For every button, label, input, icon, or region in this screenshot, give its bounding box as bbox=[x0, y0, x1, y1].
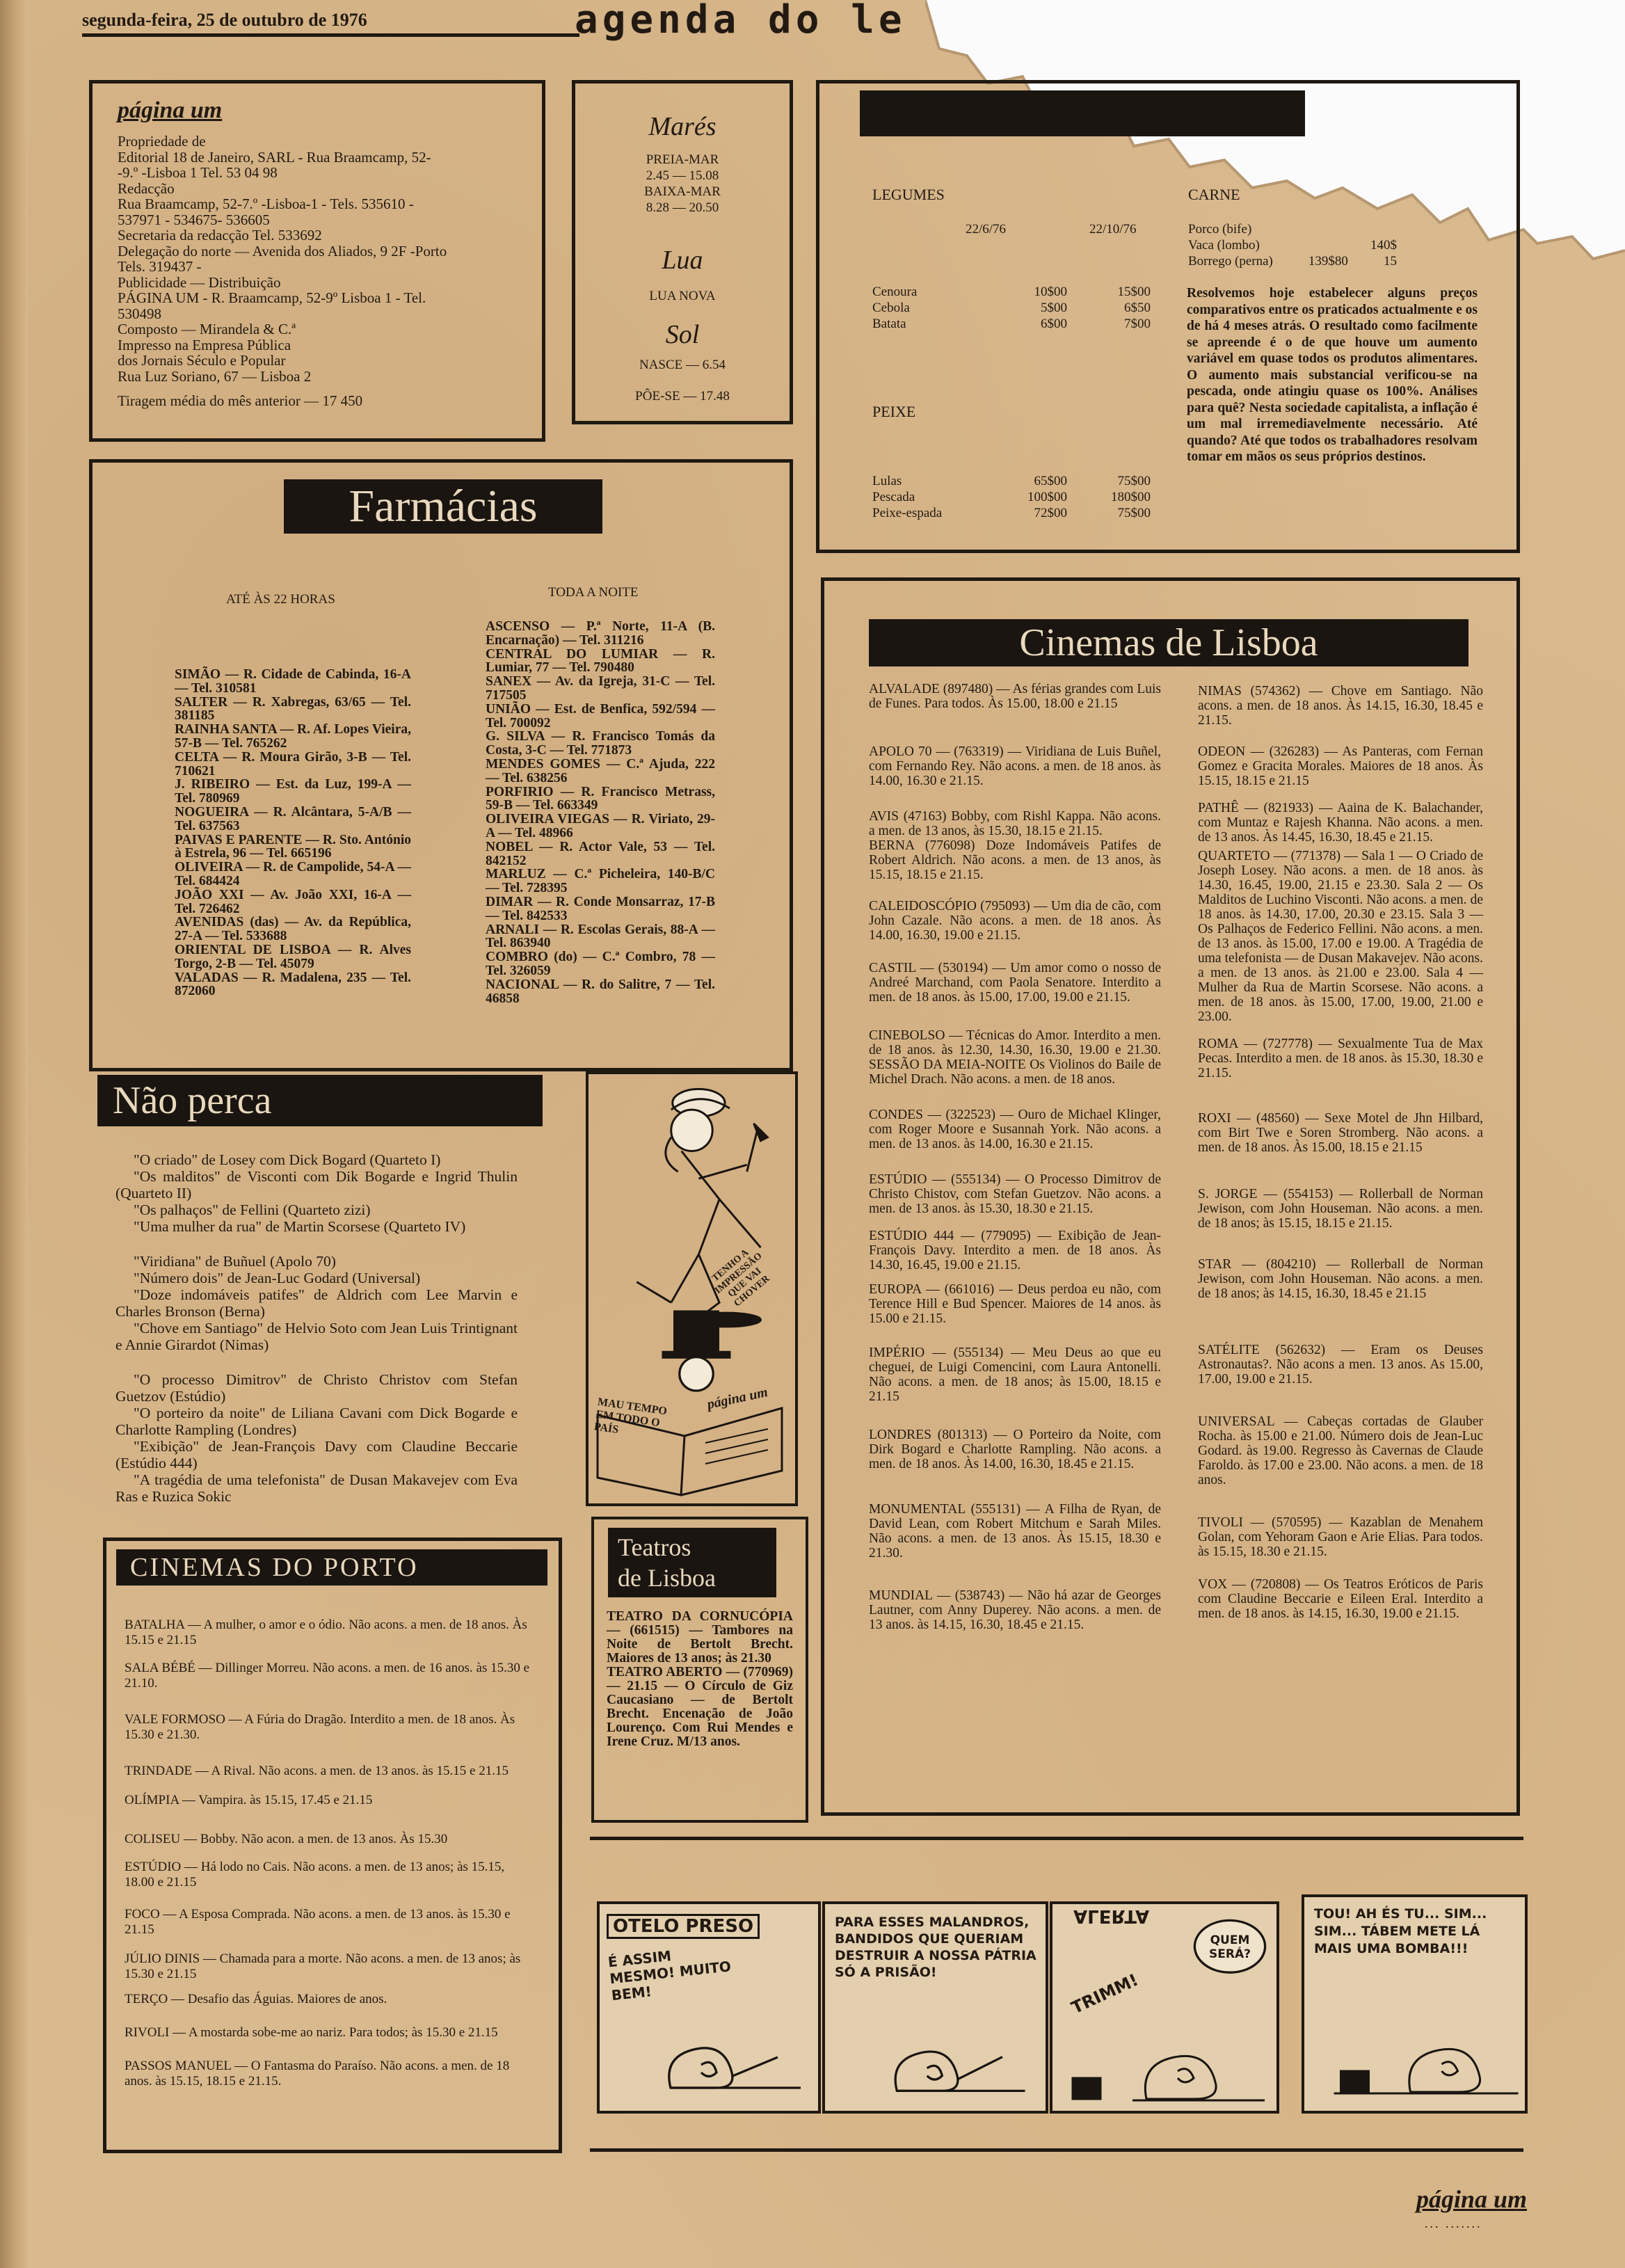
list-item: AVENIDAS (das) — Av. da República, 27-A — Tel. 533688 bbox=[175, 915, 411, 944]
farmacias-col1 bbox=[175, 668, 411, 998]
item: Borrego (perna) bbox=[1188, 254, 1273, 269]
mares-box bbox=[572, 80, 793, 424]
carne-label: CARNE bbox=[1188, 186, 1240, 203]
list-item: UNIVERSAL — Cabeças cortadas de Glauber Rocha. às 15.00 e 21.00. Número dois de Jean-Luc Godard. às 19.00. Regresso às Cavernas de Claude Faroldo. às 17.00 e 23.00. Não acons. a men. de 18 anos. bbox=[1198, 1414, 1483, 1487]
masthead-line: Rua Luz Soriano, 67 — Lisboa 2 bbox=[118, 367, 312, 385]
masthead-line: 530498 bbox=[118, 305, 161, 322]
strip-rule-bottom bbox=[590, 2148, 1523, 2152]
baixa-times: 8.28 — 20.50 bbox=[646, 200, 719, 215]
price: 75$00 bbox=[1117, 474, 1151, 488]
list-item: MUNDIAL — (538743) — Não há azar de Georges Lautner, com Anny Duperey. Não acons. a men. de 13 anos. às 14.15, 16.30, 18.45 e 21.15. bbox=[869, 1588, 1161, 1632]
precos-text: Resolvemos hoje estabelecer alguns preços comparativos entre os praticados actualmente e os de há 4 meses atrás. O resultado como facilmente se apreende é o de que houve um aumento variável em quase todos os produtos alimentares. O aumento mais substancial verificou-se na pescada, onde atingiu quase os 100%. Análises para quê? Nesta sociedade capitalista, a inflação é um mal irremediavelmente necessário. Até quando? Até que todos os trabalhadores resolvam tomar em mãos os seus próprios destinos. bbox=[1187, 286, 1478, 464]
item: Cebola bbox=[872, 301, 910, 315]
cinemas-lisboa-col1 bbox=[869, 682, 1161, 1646]
masthead-line: Propriedade de bbox=[118, 133, 206, 150]
list-item: MARLUZ — C.ª Picheleira, 140-B/C — Tel. 728395 bbox=[486, 867, 715, 896]
list-item: "Viridiana" de Buñuel (Apolo 70) bbox=[134, 1253, 336, 1270]
list-item: "A tragédia de uma telefonista" de Dusan Makavejev com Eva Ras e Ruzica Sokic bbox=[115, 1471, 518, 1505]
list-item: ALVALADE (897480) — As férias grandes com Luis de Funes. Para todos. Às 15.00, 18.00 e 21.15 bbox=[869, 682, 1161, 711]
list-item: CENTRAL DO LUMIAR — R. Lumiar, 77 — Tel. 790480 bbox=[486, 646, 715, 676]
baixa-label: BAIXA-MAR bbox=[644, 184, 721, 199]
cinemas-porto-title: CINEMAS DO PORTO bbox=[116, 1549, 547, 1586]
list-item: PASSOS MANUEL — O Fantasma do Paraíso. Não acons. a men. de 18 anos. às 15.15, 18.15 e 21.15. bbox=[125, 2059, 510, 2089]
table-row bbox=[872, 284, 1151, 300]
comic-panel-2 bbox=[822, 1901, 1048, 2114]
phone-snail-drawing bbox=[1311, 2002, 1523, 2106]
list-item: UNIÃO — Est. de Benfica, 592/594 — Tel. 700092 bbox=[486, 701, 715, 730]
sol-poe: PÔE-SE — 17.48 bbox=[635, 389, 730, 404]
cartoon-sign: TENHO A IMPRESSÃO QUE VAI CHOVER bbox=[710, 1247, 772, 1309]
price: 140$ bbox=[1370, 238, 1397, 253]
cinemas-lisboa-title: Cinemas de Lisboa bbox=[869, 619, 1468, 666]
list-item: "Chove em Santiago" de Helvio Soto com Jean Luis Trintignant e Annie Girardot (Nimas) bbox=[115, 1320, 518, 1353]
cartoon-paper-logo: página um bbox=[705, 1384, 769, 1412]
strip-rule-top bbox=[590, 1837, 1523, 1840]
farmacias-title: Farmácias bbox=[284, 479, 602, 534]
newspaper-drawing bbox=[594, 1401, 789, 1499]
teatros-list bbox=[607, 1610, 793, 1749]
list-item: ARNALI — R. Escolas Gerais, 88-A — Tel. 863940 bbox=[486, 922, 715, 951]
item: Vaca (lombo) bbox=[1188, 238, 1260, 253]
list-item: COMBRO (do) — C.ª Combro, 78 — Tel. 326059 bbox=[486, 950, 715, 978]
price: 100$00 bbox=[1027, 490, 1067, 504]
list-item: "Os palhaços" de Fellini (Quarteto zizi) bbox=[134, 1201, 371, 1218]
footer-logo: página um bbox=[1416, 2185, 1528, 2213]
item: Cenoura bbox=[872, 285, 918, 299]
list-item: NOBEL — R. Actor Vale, 53 — Tel. 842152 bbox=[486, 839, 715, 868]
comic-panel3-bubble: QUEM SERÁ? bbox=[1209, 1933, 1251, 1961]
table-row bbox=[872, 300, 1151, 316]
peixe-table bbox=[872, 473, 1151, 521]
price: 6$50 bbox=[1124, 301, 1151, 315]
top-hat-figure bbox=[658, 1304, 735, 1401]
list-item: ESTÚDIO — (555134) — O Processo Dimitrov de Christo Chistov, com Stefan Guetzov. Não acons. a men. de 13 anos. às 15.30, 18.30 e 21.15. bbox=[869, 1172, 1161, 1216]
item: Pescada bbox=[872, 490, 915, 504]
comic-panel2-text: PARA ESSES MALANDROS, BANDIDOS QUE QUERIAM DESTRUIR A NOSSA PÁTRIA SÓ A PRISÃO! bbox=[835, 1915, 1036, 1980]
price: 5$00 bbox=[1041, 301, 1067, 315]
lua-title: Lua bbox=[662, 246, 703, 275]
list-item: ORIENTAL DE LISBOA — R. Alves Torgo, 2-B — Tel. 45079 bbox=[175, 942, 411, 971]
list-item: LONDRES (801313) — O Porteiro da Noite, com Dirk Bogard e Charlotte Rampling. Não acons. a men. de 18 anos. Às 14.00, 16.30, 18.45 e 21.15. bbox=[869, 1428, 1161, 1471]
farmacias-col2 bbox=[486, 620, 715, 1005]
price: 75$00 bbox=[1117, 506, 1151, 520]
nao-perca-title: Não perca bbox=[97, 1075, 543, 1126]
peixe-label: PEIXE bbox=[872, 403, 916, 420]
list-item: VALADAS — R. Madalena, 235 — Tel. 872060 bbox=[175, 970, 411, 999]
price: 15$00 bbox=[1117, 285, 1151, 299]
legumes-table bbox=[872, 284, 1151, 332]
price: 10$00 bbox=[1034, 285, 1067, 299]
list-item: PORFIRIO — R. Francisco Metrass, 59-B — Tel. 663349 bbox=[486, 784, 715, 813]
list-item: SALTER — R. Xabregas, 63/65 — Tel. 381185 bbox=[175, 694, 411, 724]
list-item: ODEON — (326283) — As Panteras, com Fernan Gomez e Gracita Morales. Maiores de 18 anos. Às 15.15, 18.15 e 21.15 bbox=[1198, 744, 1483, 788]
table-row bbox=[872, 316, 1151, 332]
snail-drawing bbox=[655, 2009, 808, 2106]
masthead-lines bbox=[118, 134, 517, 384]
list-item: CINEBOLSO — Técnicas do Amor. Interdito a men. de 18 anos. às 12.30, 14.30, 16.30, 19.00 e 21.30. SESSÃO DA MEIA-NOITE Os Violinos do Baile de Michel Drach. Não acons. a men. de 18 anos. bbox=[869, 1028, 1161, 1087]
binding-edge bbox=[0, 0, 28, 2268]
comic-panel-4 bbox=[1302, 1894, 1528, 2114]
list-item: MENDES GOMES — C.ª Ajuda, 222 — Tel. 638256 bbox=[486, 756, 715, 785]
list-item: MONUMENTAL (555131) — A Filha de Ryan, de David Lean, com Robert Mitchum e Sarah Miles. Não acons. a men. de 13 anos. Às 15.15, 18.30 e 21.30. bbox=[869, 1502, 1161, 1560]
list-item: TEATRO DA CORNUCÓPIA — (661515) — Tambores na Noite de Bertolt Brecht. Maiores de 13 anos; às 21.30 bbox=[607, 1609, 793, 1666]
list-item: J. RIBEIRO — Est. da Luz, 199-A — Tel. 780969 bbox=[175, 777, 411, 806]
list-item: SIMÃO — R. Cidade de Cabinda, 16-A — Tel. 310581 bbox=[175, 667, 411, 696]
header-rule bbox=[82, 33, 579, 37]
list-item: "O criado" de Losey com Dick Bogard (Quarteto I) bbox=[134, 1151, 441, 1168]
list-item: DIMAR — R. Conde Monsarraz, 17-B — Tel. 842533 bbox=[486, 894, 715, 923]
table-row bbox=[1188, 237, 1397, 253]
cinemas-lisboa-box bbox=[821, 577, 1520, 1816]
list-item: ASCENSO — P.ª Norte, 11-A (B. Encarnação) — Tel. 311216 bbox=[486, 619, 715, 648]
nao-perca-list bbox=[115, 1151, 518, 1505]
mares-title: Marés bbox=[648, 112, 717, 141]
item: Lulas bbox=[872, 474, 902, 488]
sol-nasce: NASCE — 6.54 bbox=[639, 358, 726, 372]
masthead-line: Composto — Mirandela & C.ª bbox=[118, 321, 296, 337]
list-item: FOCO — A Esposa Comprada. Não acons. a men. de 13 anos. às 15.30 e 21.15 bbox=[125, 1907, 511, 1937]
preia-times: 2.45 — 15.08 bbox=[646, 168, 719, 183]
masthead-line: Delegação do norte — Avenida dos Aliados, 9 2F -Porto bbox=[118, 242, 447, 259]
list-item: CALEIDOSCÓPIO (795093) — Um dia de cão, com John Cazale. Não acons. a men. de 18 anos. Às 14.00, 16.30, 19.00 e 21.15. bbox=[869, 899, 1161, 943]
item: Porco (bife) bbox=[1188, 222, 1252, 237]
farmacias-col1-header: ATÉ ÀS 22 HORAS bbox=[226, 592, 335, 607]
list-item: "O porteiro da noite" de Liliana Cavani com Dick Bogarde e Charlotte Rampling (Londres) bbox=[115, 1405, 518, 1438]
cartoon-paper-headline: MAU TEMPO EM TODO O PAÍS bbox=[593, 1396, 668, 1437]
item: Batata bbox=[872, 317, 906, 331]
list-item: RAINHA SANTA — R. Af. Lopes Vieira, 57-B — Tel. 765262 bbox=[175, 722, 411, 751]
list-item: G. SILVA — R. Francisco Tomás da Costa, 3-C — Tel. 771873 bbox=[486, 729, 715, 758]
price: 7$00 bbox=[1124, 317, 1151, 331]
teatros-title bbox=[608, 1528, 776, 1597]
price: 6$00 bbox=[1041, 317, 1067, 331]
list-item: "Número dois" de Jean-Luc Godard (Universal) bbox=[134, 1270, 421, 1286]
list-item: ESTÚDIO 444 — (779095) — Exibição de Jean-François Davy. Interdito a men. de 18 anos. Às 14.30, 16.45, 19.00 e 21.15. bbox=[869, 1229, 1161, 1272]
list-item: SANEX — Av. da Igreja, 31-C — Tel. 717505 bbox=[486, 674, 715, 703]
table-row bbox=[1188, 221, 1397, 237]
masthead-line: Impresso na Empresa Pública bbox=[118, 336, 291, 353]
list-item: OLIVEIRA VIEGAS — R. Viriato, 29-A — Tel. 48966 bbox=[486, 812, 715, 840]
list-item: BERNA (776098) Doze Indomáveis Patifes de Robert Aldrich. Não acons. a men. de 13 anos, às 15.15, 18.15 e 21.15. bbox=[869, 838, 1161, 882]
precos-box bbox=[816, 80, 1520, 553]
list-item: PAIVAS E PARENTE — R. Sto. António à Estrela, 96 — Tel. 665196 bbox=[175, 832, 411, 861]
list-item: "Os malditos" de Visconti com Dik Bogarde e Ingrid Thulin (Quarteto II) bbox=[115, 1168, 518, 1201]
list-item: "Doze indomáveis patifes" de Aldrich com Lee Marvin e Charles Bronson (Berna) bbox=[115, 1286, 518, 1320]
list-item: CELTA — R. Moura Girão, 3-B — Tel. 710621 bbox=[175, 749, 411, 778]
list-item: EUROPA — (661016) — Deus perdoa eu não, com Terence Hill e Bud Spencer. Maiores de 14 anos. às 15.00 e 21.15. bbox=[869, 1282, 1161, 1326]
comic-panel3-sign: ALERTA bbox=[1073, 1906, 1150, 1926]
item: Peixe-espada bbox=[872, 506, 943, 520]
phone-snail-drawing bbox=[1059, 2009, 1275, 2113]
price: 65$00 bbox=[1034, 474, 1067, 488]
masthead-line: PÁGINA UM - R. Braamcamp, 52-9º Lisboa 1 - Tel. bbox=[118, 289, 426, 306]
masthead-line: Redacção bbox=[118, 179, 175, 197]
masthead-line: Tels. 319437 - bbox=[118, 258, 202, 275]
table-row bbox=[872, 473, 1151, 489]
masthead-line: Secretaria da redacção Tel. 533692 bbox=[118, 227, 322, 243]
list-item: TIVOLI — (570595) — Kazablan de Menahem Golan, com Yehoram Gaon e Arie Elias. Para todos. às 15.15, 18.30 e 21.15. bbox=[1198, 1515, 1483, 1559]
comic-panel1-text: É ASSIM MESMO! MUITO BEM! bbox=[607, 1947, 732, 2004]
list-item: OLÍMPIA — Vampira. às 15.15, 17.45 e 21.15 bbox=[125, 1793, 373, 1807]
price: 180$00 bbox=[1111, 490, 1151, 504]
list-item: "Uma mulher da rua" de Martin Scorsese (Quarteto IV) bbox=[134, 1218, 466, 1235]
list-item: OLIVEIRA — R. de Campolide, 54-A — Tel. 684424 bbox=[175, 860, 411, 888]
list-item: NIMAS (574362) — Chove em Santiago. Não acons. a men. de 18 anos. Às 14.15, 16.30, 18.45 e 21.15. bbox=[1198, 684, 1483, 728]
masthead-line: Rua Braamcamp, 52-7.º -Lisboa-1 - Tels. 535610 - bbox=[118, 195, 414, 212]
masthead-line: -9.º -Lisboa 1 Tel. 53 04 98 bbox=[118, 164, 278, 181]
cinemas-lisboa-col2 bbox=[1198, 684, 1483, 1635]
list-item: ROMA — (727778) — Sexualmente Tua de Max Pecas. Interdito a men. de 18 anos. às 15.30, 18.30 e 21.15. bbox=[1198, 1037, 1483, 1080]
teatros-title-line1: Teatros bbox=[618, 1533, 691, 1561]
list-item: APOLO 70 — (763319) — Viridiana de Luis Buñel, com Fernando Rey. Não acons. a men. de 18 anos. às 14.00, 16.30 e 21.15. bbox=[869, 744, 1161, 788]
list-item: PATHÊ — (821933) — Aaina de K. Balachander, com Muntaz e Rajesh Khanna. Não acons. a men. de 13 anos. Às 14.45, 16.30, 18.45 e 21.15. bbox=[1198, 801, 1483, 845]
sol-title: Sol bbox=[665, 320, 700, 349]
date-col2: 22/10/76 bbox=[1089, 222, 1137, 237]
list-item: ESTÚDIO — Há lodo no Cais. Não acons. a men. de 13 anos; às 15.15, 18.00 e 21.15 bbox=[125, 1860, 505, 1890]
masthead-line: 537971 - 534675- 536605 bbox=[118, 211, 270, 228]
masthead-line: Publicidade — Distribuição bbox=[118, 273, 281, 291]
snail-drawing bbox=[881, 2015, 1034, 2106]
footer-dots: ... ....... bbox=[1425, 2217, 1482, 2230]
preia-label: PREIA-MAR bbox=[646, 152, 719, 167]
farmacias-box bbox=[89, 459, 793, 1071]
list-item: NACIONAL — R. do Salitre, 7 — Tel. 46858 bbox=[486, 977, 715, 1006]
list-item: CASTIL — (530194) — Um amor como o nosso de Andreé Marchand, com Paola Senatore. Interdito a men. de 18 anos. às 15.00, 17.00, 19.00 e 21.15. bbox=[869, 961, 1161, 1005]
list-item: VOX — (720808) — Os Teatros Eróticos de Paris com Claudine Beccarie e Eileen Eral. Interdito a men. de 18 anos. às 14.15, 16.30, 19.00 e 21.15. bbox=[1198, 1577, 1483, 1621]
list-item: ROXI — (48560) — Sexe Motel de Jhn Hilbard, com Birt Twe e Soren Stromberg. Não acons. a men. de 18 anos. Às 15.00, 18.15 e 21.15 bbox=[1198, 1111, 1483, 1155]
list-item: IMPÉRIO — (555134) — Meu Deus ao que eu cheguei, de Luigi Comencini, com Laura Antonelli. Não acons. a men. de 18 anos; às 15.00, 18.15 e 21.15 bbox=[869, 1345, 1161, 1404]
masthead-line: dos Jornais Século e Popular bbox=[118, 352, 286, 369]
carne-table bbox=[1188, 221, 1397, 269]
list-item: SATÉLITE (562632) — Eram os Deuses Astronautas?. Não acons a men. 13 anos. As 15.00, 17.00, 19.00 e 21.15. bbox=[1198, 1343, 1483, 1387]
list-item: VALE FORMOSO — A Fúria do Dragão. Interdito a men. de 18 anos. Às 15.30 e 21.30. bbox=[125, 1712, 515, 1742]
list-item: STAR — (804210) — Rollerball de Norman Jewison, com John Houseman. Não acons. a men. de 18 anos; às 14.15, 16.30, 18.45 e 21.15 bbox=[1198, 1257, 1483, 1301]
cinemas-porto-box bbox=[103, 1538, 562, 2153]
comic-title: OTELO PRESO bbox=[607, 1914, 760, 1939]
comic-panel4-text: TOU! AH ÉS TU... SIM... SIM... TÁBEM METE LÁ MAIS UMA BOMBA!!! bbox=[1314, 1906, 1487, 1956]
legumes-label: LEGUMES bbox=[872, 186, 945, 203]
list-item: QUARTETO — (771378) — Sala 1 — O Criado de Joseph Losey. Não acons. a men. de 18 anos. às 14.30, 16.45, 19.00, 21.15 e 23.30. Sala 2 — Os Malditos de Luchino Visconti. Não acons. a men. de 18 anos. às 14.30, 17.00, 20.30 e 23.15. Sala 3 — Os Palhaços de Federico Fellini. Não acons. a men. de 13 anos. às 15.00, 17.00 e 19.00. A Tragédia de uma telefonista — de Dusan Makavejev. Não acons. a men. de 13 anos. às 21.00 e 23.00. Sala 4 — Mulher da Rua de Martin Scorsese. Não acons. a men. de 18 anos. às 15.00, 17.00, 19.00, 21.00 e 23.00. bbox=[1198, 849, 1483, 1024]
list-item: BATALHA — A mulher, o amor e o ódio. Não acons. a men. de 18 anos. Às 15.15 e 21.15 bbox=[125, 1618, 527, 1647]
price: 72$00 bbox=[1034, 506, 1067, 520]
price: 139$80 bbox=[1308, 254, 1348, 269]
lua-value: LUA NOVA bbox=[649, 289, 716, 303]
masthead-logo: página um bbox=[118, 97, 223, 123]
teatros-box bbox=[591, 1517, 808, 1823]
list-item: SALA BÉBÉ — Dillinger Morreu. Não acons. a men. de 16 anos. às 15.30 e 21.10. bbox=[125, 1661, 530, 1691]
teatros-title-line2: de Lisboa bbox=[618, 1564, 716, 1592]
date-col1: 22/6/76 bbox=[966, 222, 1007, 237]
list-item: CONDES — (322523) — Ouro de Michael Klinger, com Roger Moore e Susannah York. Não acons. a men. de 13 anos. às 14.00, 16.30 e 21.15. bbox=[869, 1108, 1161, 1151]
comic-panel3-sound: TRIMM! bbox=[1068, 1970, 1142, 2018]
comic-panel-1 bbox=[597, 1901, 821, 2114]
section-title: agenda do le bbox=[575, 0, 906, 42]
masthead-box bbox=[89, 80, 545, 442]
masthead-tiragem: Tiragem média do mês anterior — 17 450 bbox=[118, 392, 363, 409]
list-item: TERÇO — Desafio das Águias. Maiores de anos. bbox=[125, 1992, 387, 2006]
list-item: "Exibição" de Jean-François Davy com Claudine Beccarie (Estúdio 444) bbox=[115, 1438, 518, 1471]
list-item: RIVOLI — A mostarda sobe-me ao nariz. Para todos; às 15.30 e 21.15 bbox=[125, 2025, 498, 2040]
table-row bbox=[872, 489, 1151, 505]
list-item: "O processo Dimitrov" de Christo Christov com Stefan Guetzov (Estúdio) bbox=[115, 1371, 518, 1405]
list-item: JÚLIO DINIS — Chamada para a morte. Não acons. a men. de 13 anos; às 15.30 e 21.15 bbox=[125, 1951, 521, 1981]
masthead-line: Editorial 18 de Janeiro, SARL - Rua Braamcamp, 52- bbox=[118, 148, 431, 166]
list-item: S. JORGE — (554153) — Rollerball de Norman Jewison, com John Houseman. Não acons. a men. de 18 anos; às 15.15, 18.15 e 21.15. bbox=[1198, 1187, 1483, 1231]
farmacias-col2-header: TODA A NOITE bbox=[548, 585, 639, 600]
table-row bbox=[872, 505, 1151, 521]
list-item: AVIS (47163) Bobby, com Rishl Kappa. Não acons. a men. de 13 anos, às 15.30, 18.15 e 21.15. bbox=[869, 809, 1161, 838]
list-item: JOÃO XXI — Av. João XXI, 16-A — Tel. 726462 bbox=[175, 887, 411, 916]
cartoon-illustration bbox=[586, 1071, 798, 1506]
list-item: TEATRO ABERTO — (770969) — 21.15 — O Círculo de Giz Caucasiano — de Bertolt Brecht. Encenação de João Lourenço. Com Rui Mendes e Irene Cruz. M/13 anos. bbox=[607, 1665, 793, 1749]
precos-title-bar bbox=[860, 90, 1305, 136]
price: 15 bbox=[1383, 254, 1397, 269]
cinemas-porto-list bbox=[125, 1618, 535, 2103]
list-item: NOGUEIRA — R. Alcântara, 5-A/B — Tel. 637563 bbox=[175, 804, 411, 833]
comic-panel-3 bbox=[1050, 1901, 1279, 2114]
list-item: COLISEU — Bobby. Não acon. a men. de 13 anos. Às 15.30 bbox=[125, 1832, 448, 1846]
list-item: TRINDADE — A Rival. Não acons. a men. de 13 anos. às 15.15 e 21.15 bbox=[125, 1764, 509, 1778]
table-row bbox=[1188, 253, 1397, 269]
header-date: segunda-feira, 25 de outubro de 1976 bbox=[82, 10, 367, 30]
